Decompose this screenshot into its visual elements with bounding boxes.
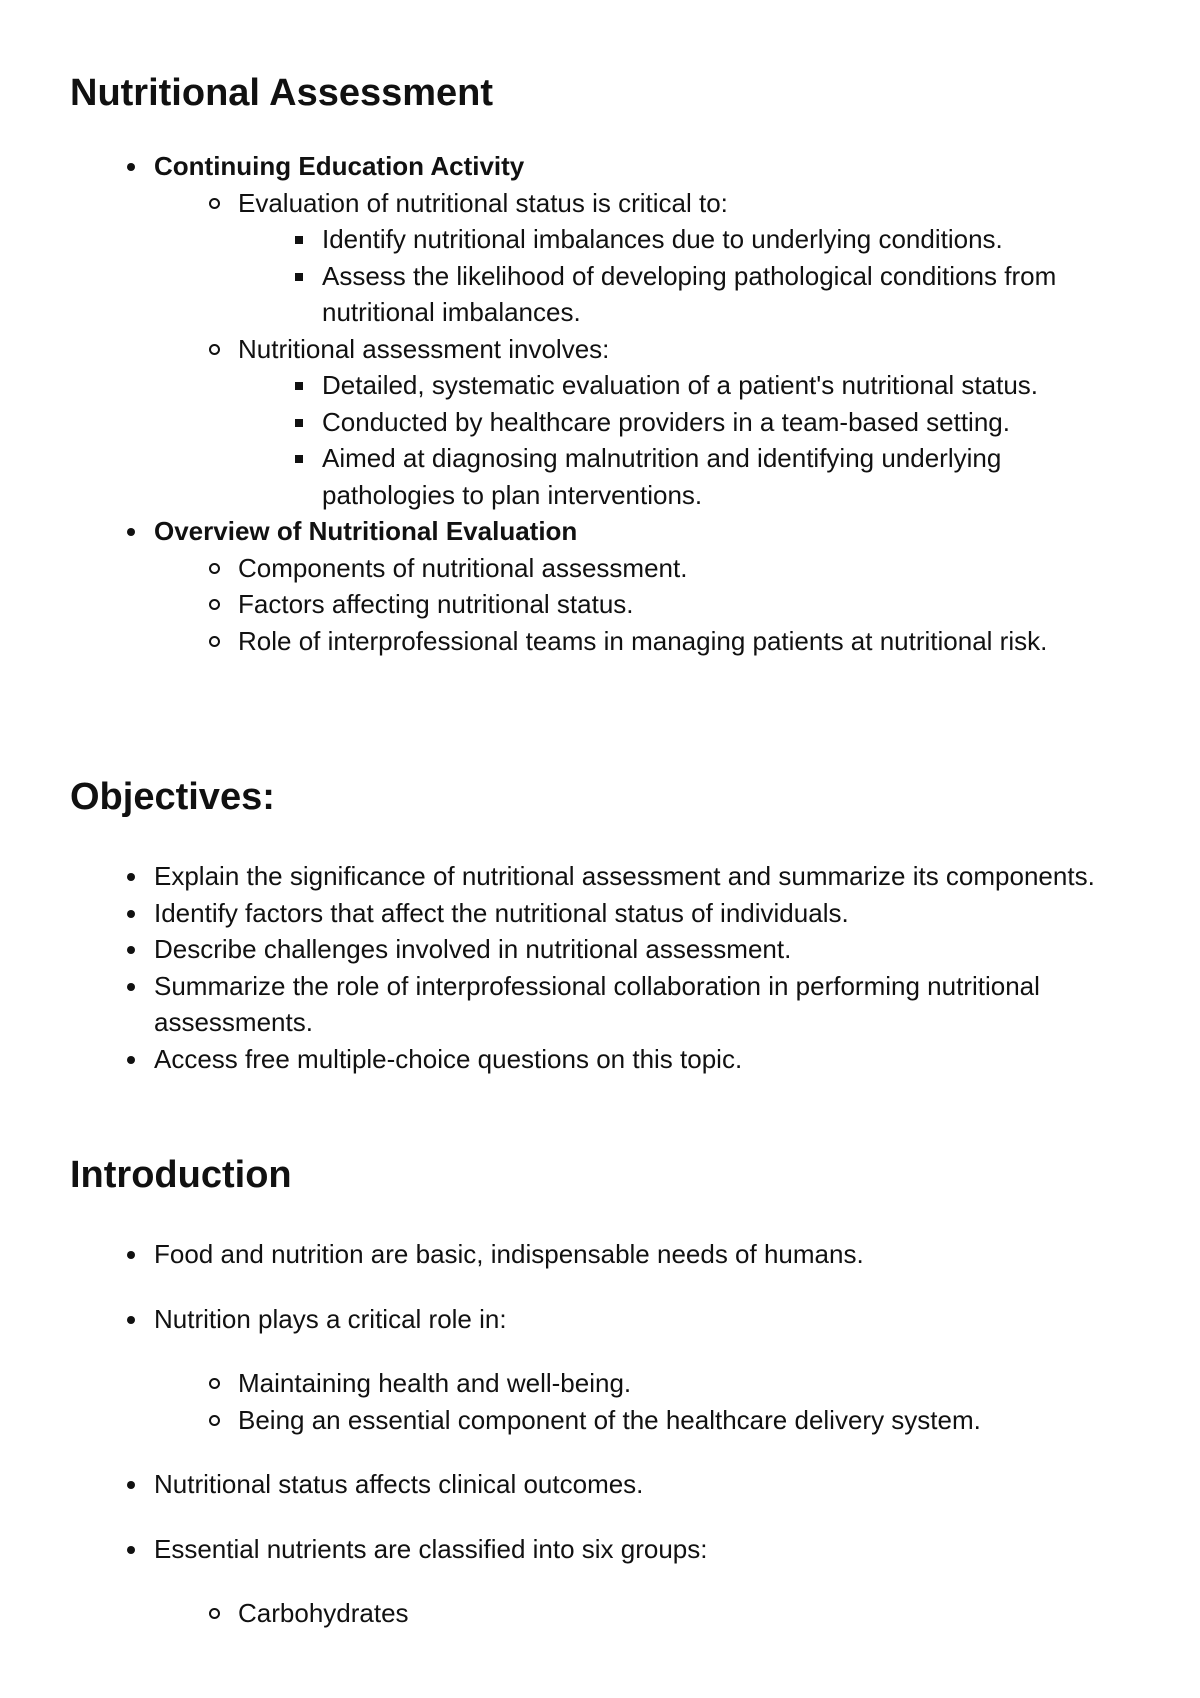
objectives-heading: Objectives: [70,776,275,818]
list-item: Role of interprofessional teams in managing patients at nutritional risk. [154,623,1140,660]
list-item: Maintaining health and well-being. [154,1365,1140,1402]
page-title: Nutritional Assessment [70,72,494,114]
list-item [70,1531,1140,1632]
introduction-list [70,1236,1140,1632]
list-item: Factors affecting nutritional status. [154,586,1140,623]
eval-sublist [238,221,1140,331]
list-item [70,148,1140,513]
list-item: Carbohydrates [154,1595,1140,1632]
cea-sublist [154,185,1140,514]
list-item: Assess the likelihood of developing pathological conditions from nutritional imbalances. [238,258,1140,331]
assess-sublist [238,367,1140,513]
list-item: Nutritional status affects clinical outcomes. [70,1466,1140,1503]
objectives-list [70,858,1140,1077]
list-item: Summarize the role of interprofessional collaboration in performing nutritional assessments. [70,968,1140,1041]
list-item: Identify nutritional imbalances due to underlying conditions. [238,221,1140,258]
list-item: Access free multiple-choice questions on this topic. [70,1041,1140,1078]
overview-list [70,148,1140,659]
list-item: Describe challenges involved in nutritional assessment. [70,931,1140,968]
intro-item2-sublist [154,1365,1140,1438]
list-item [70,513,1140,659]
list-item: Conducted by healthcare providers in a team-based setting. [238,404,1140,441]
intro-item4-text: Essential nutrients are classified into six groups: [154,1533,708,1564]
list-item: Food and nutrition are basic, indispensable needs of humans. [70,1236,1140,1273]
overview-sublist [154,550,1140,660]
list-item: Being an essential component of the healthcare delivery system. [154,1402,1140,1439]
introduction-heading: Introduction [70,1154,292,1196]
intro-item4-sublist [154,1595,1140,1632]
overview-heading: Overview of Nutritional Evaluation [154,516,578,546]
list-item: Components of nutritional assessment. [154,550,1140,587]
list-item: Identify factors that affect the nutritional status of individuals. [70,895,1140,932]
list-item [70,1301,1140,1439]
assess-intro: Nutritional assessment involves: [238,333,610,364]
cea-heading: Continuing Education Activity [154,151,525,181]
list-item: Detailed, systematic evaluation of a patient's nutritional status. [238,367,1140,404]
list-item: Aimed at diagnosing malnutrition and identifying underlying pathologies to plan interventions. [238,440,1140,513]
list-item: Explain the significance of nutritional assessment and summarize its components. [70,858,1140,895]
eval-intro: Evaluation of nutritional status is critical to: [238,187,728,218]
intro-item2-text: Nutrition plays a critical role in: [154,1303,507,1334]
list-item [154,185,1140,331]
list-item [154,331,1140,514]
